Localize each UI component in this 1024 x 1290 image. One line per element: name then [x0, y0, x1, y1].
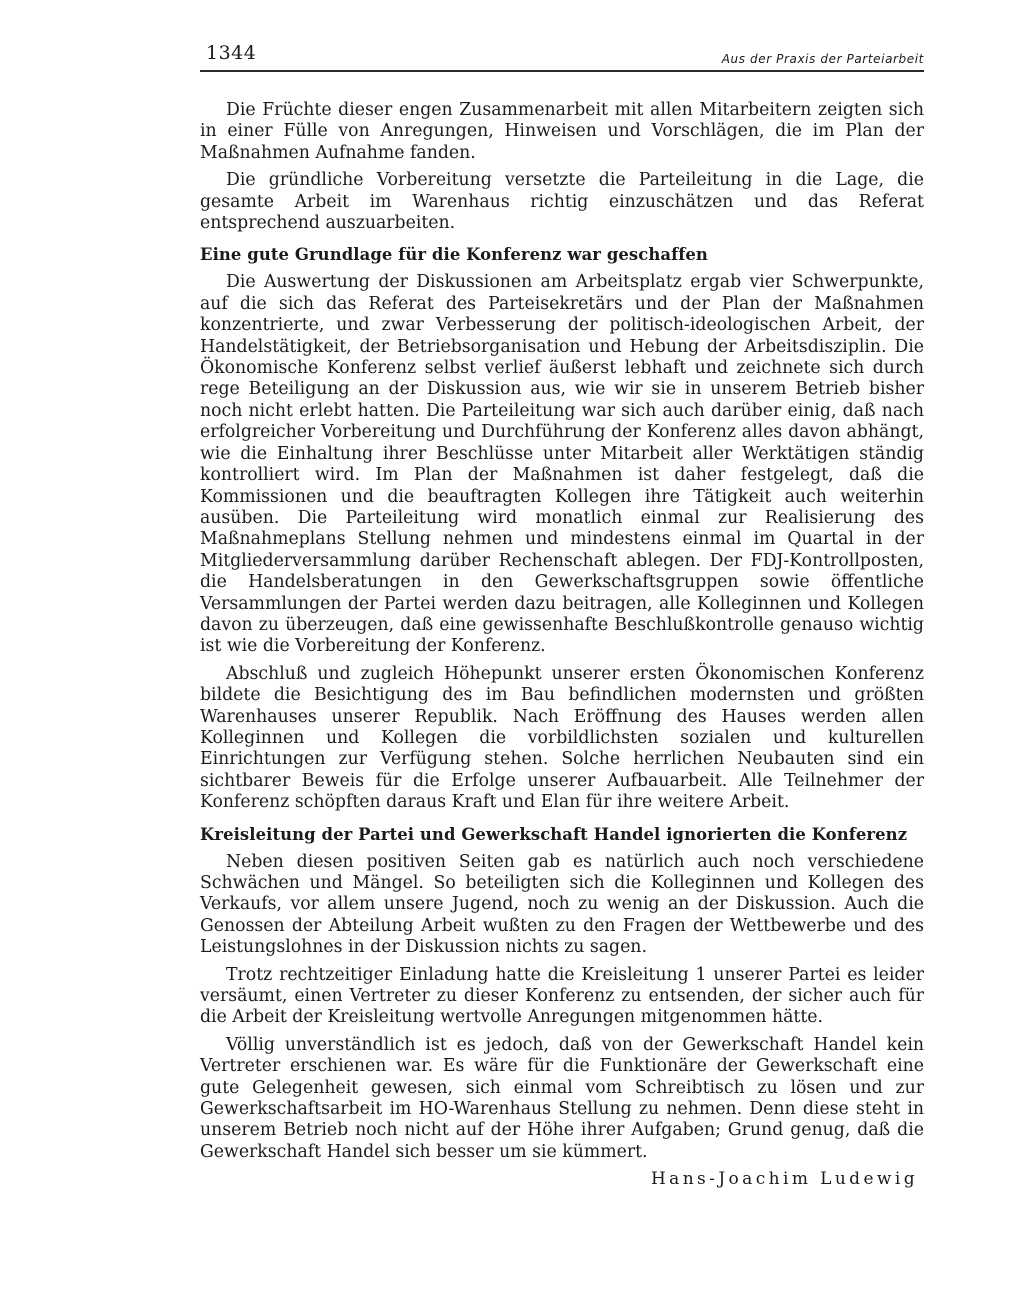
running-title: Aus der Praxis der Parteiarbeit: [721, 52, 924, 66]
document-page: [200, 40, 924, 1189]
author-signature: Hans-Joachim Ludewig: [650, 1169, 918, 1190]
paragraph: Die Früchte dieser engen Zusammenarbeit mit allen Mitarbeitern zeigten sich in einer Fülle von Anregungen, Hinweisen und Vorschlägen, die im Plan der Maßnahmen Aufnahme fanden.: [200, 100, 924, 163]
section-heading: Eine gute Grundlage für die Konferenz war geschaffen: [200, 245, 708, 265]
paragraph: Die gründliche Vorbereitung versetzte die Parteileitung in die Lage, die gesamte Arbeit im Warenhaus richtig einzuschätzen und das Referat entsprechend auszuarbeiten.: [200, 170, 924, 234]
paragraph: Trotz rechtzeitiger Einladung hatte die Kreisleitung 1 unserer Partei es leider versäumt, einen Vertreter zu dieser Konferenz zu entsenden, der sicher auch für die Arbeit der Kreisleitung wertvolle Anregungen mitgenommen hätte.: [200, 964, 924, 1028]
page-header: [200, 40, 924, 72]
section-heading: Kreisleitung der Partei und Gewerkschaft Handel ignorierten die Konferenz: [200, 824, 908, 844]
paragraph: Neben diesen positiven Seiten gab es natürlich auch noch verschiedene Schwächen und Mängel. So beteiligten sich die Kolleginnen und Kollegen des Verkaufs, vor allem unsere Jugend, noch zu wenig an der Diskussion. Auch die Genossen der Abteilung Arbeit wußten zu den Fragen der Wettbewerbe und des Leistungslohnes in der Diskussion nichts zu sagen.: [200, 851, 924, 958]
article-body: [200, 100, 924, 1189]
paragraph: Abschluß und zugleich Höhepunkt unserer ersten Ökonomischen Konferenz bildete die Besichtigung des im Bau befindlichen modernsten und größten Warenhauses unserer Republik. Nach Eröffnung des Hauses werden allen Kolleginnen und Kollegen die vorbildlichsten sozialen und kulturellen Einrichtungen zur Verfügung stehen. Solche herrlichen Neubauten sind ein sichtbarer Beweis für die Erfolge unserer Aufbauarbeit. Alle Teilnehmer der Konferenz schöpften daraus Kraft und Elan für ihre weitere Arbeit.: [200, 663, 924, 813]
paragraph: Völlig unverständlich ist es jedoch, daß von der Gewerkschaft Handel kein Vertreter erschienen war. Es wäre für die Funktionäre der Gewerkschaft eine gute Gelegenheit gewesen, sich einmal vom Schreibtisch zu lösen und zur Gewerkschaftsarbeit im HO-Warenhaus Stellung zu nehmen. Denn diese steht in unserem Betrieb noch nicht auf der Höhe ihrer Aufgaben; Grund genug, daß die Gewerkschaft Handel sich besser um sie kümmert.: [200, 1034, 924, 1162]
page-number: 1344: [206, 42, 257, 64]
paragraph: Die Auswertung der Diskussionen am Arbeitsplatz ergab vier Schwerpunkte, auf die sich das Referat des Parteisekretärs und der Plan der Maßnahmen konzentrierte, und zwar Verbesserung der politisch-ideologischen Arbeit, der Handelstätigkeit, der Betriebsorganisation und Hebung der Arbeitsdisziplin. Die Ökonomische Konferenz selbst verlief äußerst lebhaft und zeichnete sich durch rege Beteiligung an der Diskussion aus, wie wir sie in unserem Betrieb bisher noch nicht erlebt hatten. Die Parteileitung war sich auch darüber einig, daß nach erfolgreicher Vorbereitung und Durchführung der Konferenz alles davon abhängt, wie die Einhaltung ihrer Beschlüsse unter Mitarbeit aller Werktätigen ständig kontrolliert wird. Im Plan der Maßnahmen ist daher festgelegt, daß die Kommissionen und die beauftragten Kollegen ihre Tätigkeit auch weiterhin ausüben. Die Parteileitung wird monatlich einmal zur Realisierung des Maßnahmeplans Stellung nehmen und mindestens einmal im Quartal in der Mitgliederversammlung darüber Rechenschaft ablegen. Der FDJ-Kontrollposten, die Handelsberatungen in den Gewerkschaftsgruppen sowie öffentliche Versammlungen der Partei werden dazu beitragen, alle Kolleginnen und Kollegen davon zu überzeugen, daß eine gewissenhafte Beschlußkontrolle genauso wichtig ist wie die Vorbereitung der Konferenz.: [200, 272, 924, 657]
